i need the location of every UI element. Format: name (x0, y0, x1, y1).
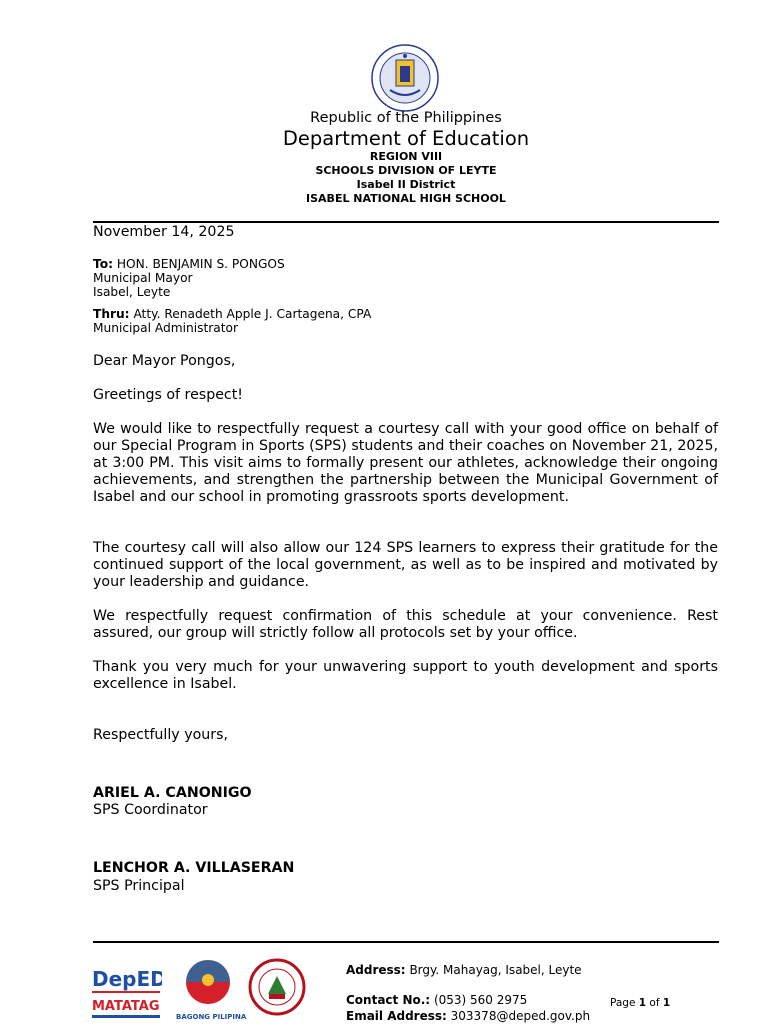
contact-label: Contact No.: (346, 993, 431, 1007)
bagong-pilipinas-logo (176, 956, 246, 1024)
email-label: Email Address: (346, 1009, 447, 1023)
thru-name: Atty. Renadeth Apple J. Cartagena, CPA (133, 307, 372, 321)
salutation: Dear Mayor Pongos, (93, 353, 236, 369)
greeting: Greetings of respect! (93, 387, 243, 403)
department-name: Department of Education (282, 127, 530, 150)
email-value: 303378@deped.gov.ph (450, 1009, 591, 1023)
paragraph-1: We would like to respectfully request a courtesy call with your good office on behalf of our Special Program in Sports (SPS) students and their coaches on November 21, 2025, at 3:00 PM. This visit aims to formally present our athletes, acknowledge their ongoing achievements, and strengthen the partnership between the Municipal Government of Isabel and our school in promoting grassroots sports development. (93, 421, 718, 505)
republic-line: Republic of the Philippines (310, 110, 502, 126)
paragraph-2: The courtesy call will also allow our 124 SPS learners to express their gratitude for the continued support of the local government, as well as to be inspired and motivated by your leadership and guidance. (93, 540, 718, 590)
address-value: Brgy. Mahayag, Isabel, Leyte (409, 963, 582, 977)
recipient-title: Municipal Mayor (93, 271, 193, 285)
address-line (346, 963, 582, 977)
recipient-block (93, 257, 285, 299)
bagong-pilipinas-text: BAGONG PILIPINAS (176, 1013, 246, 1021)
letter-date: November 14, 2025 (93, 224, 235, 240)
contact-line (346, 993, 527, 1007)
contact-value: (053) 560 2975 (433, 993, 528, 1007)
thru-block (93, 307, 371, 335)
deped-seal-logo (366, 44, 444, 112)
recipient-place: Isabel, Leyte (93, 285, 171, 299)
signatory-1-name: ARIEL A. CANONIGO (93, 785, 252, 801)
footer-divider (93, 941, 719, 943)
signatory-2-title: SPS Principal (93, 878, 185, 894)
to-label: To: (93, 257, 113, 271)
school-line: ISABEL NATIONAL HIGH SCHOOL (306, 192, 506, 205)
recipient-name: HON. BENJAMIN S. PONGOS (116, 257, 285, 271)
page-of: of (649, 997, 660, 1009)
signatory-1-title: SPS Coordinator (93, 802, 208, 818)
matatag-logo-text: MATATAG (92, 999, 160, 1014)
signatory-2-name: LENCHOR A. VILLASERAN (93, 860, 295, 876)
region-line: REGION VIII (369, 150, 443, 163)
page-number (610, 997, 670, 1009)
deped-matatag-logo (90, 958, 162, 1022)
paragraph-4: Thank you very much for your unwavering support to youth development and sports excellence in Isabel. (93, 659, 718, 692)
header-divider (93, 221, 719, 223)
thru-label: Thru: (93, 307, 130, 321)
deped-logo-text: DepED (92, 967, 162, 991)
paragraph-3: We respectfully request confirmation of this schedule at your convenience. Rest assured, our group will strictly follow all protocols set by your office. (93, 608, 718, 641)
thru-title: Municipal Administrator (93, 321, 238, 335)
division-line: SCHOOLS DIVISION OF LEYTE (315, 164, 497, 177)
district-line: Isabel II District (356, 178, 456, 191)
email-line (346, 1009, 590, 1023)
page-total: 1 (662, 997, 671, 1009)
page-current: 1 (638, 997, 647, 1009)
closing: Respectfully yours, (93, 727, 229, 743)
page-label: Page (610, 997, 636, 1009)
school-seal-logo (248, 958, 306, 1016)
address-label: Address: (346, 963, 406, 977)
